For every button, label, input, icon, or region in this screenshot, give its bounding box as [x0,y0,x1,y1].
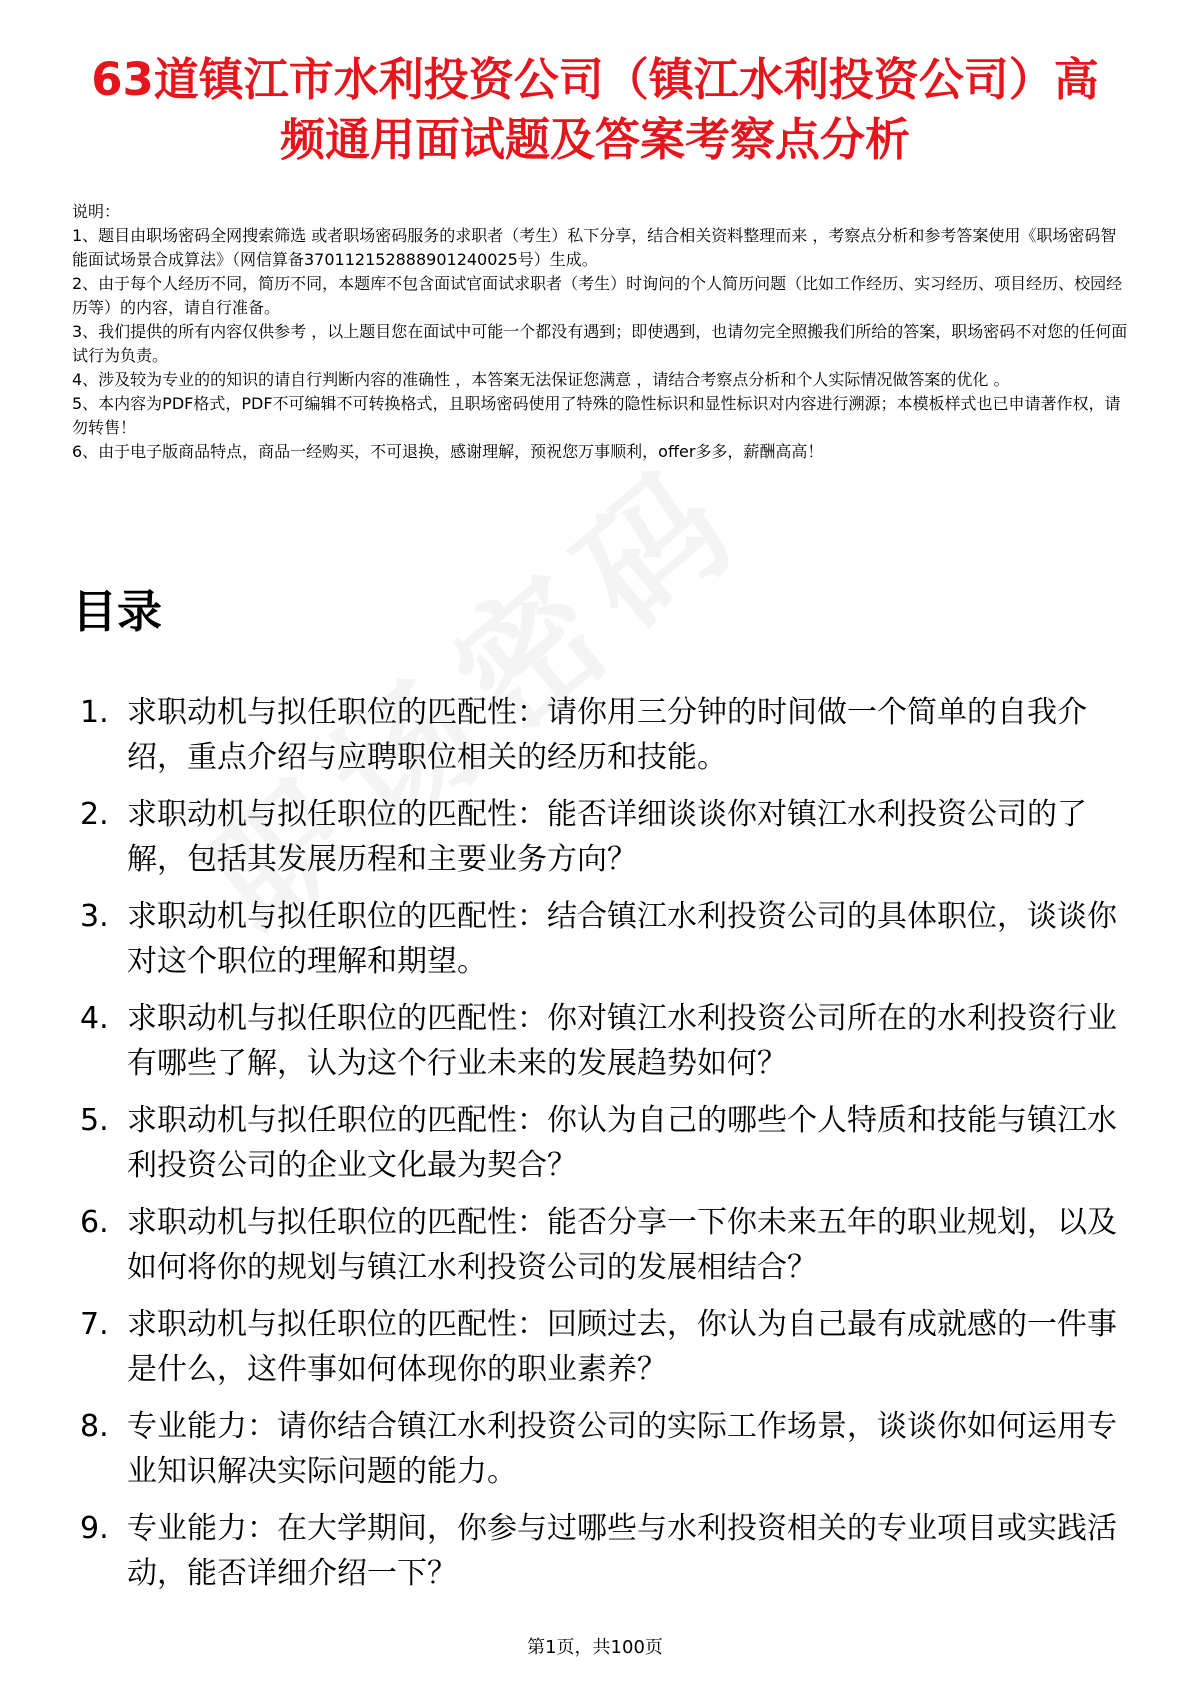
toc-item-text: 求职动机与拟任职位的匹配性：你认为自己的哪些个人特质和技能与镇江水利投资公司的企业文化最为契合？ [127,1103,1117,1183]
toc-item[interactable] [72,894,1122,984]
toc-item-text: 专业能力：在大学期间，你参与过哪些与水利投资相关的专业项目或实践活动，能否详细介绍一下？ [127,1511,1117,1591]
note-item: 4、涉及较为专业的的知识的请自行判断内容的准确性 ，本答案无法保证您满意 ，请结合考察点分析和个人实际情况做答案的优化 。 [72,370,1010,389]
toc-item-number: 4. [80,1001,109,1036]
toc-item-text: 求职动机与拟任职位的匹配性：回顾过去，你认为自己最有成就感的一件事是什么，这件事如何体现你的职业素养？ [127,1307,1117,1387]
toc-item[interactable] [72,690,1122,780]
toc-item-text: 求职动机与拟任职位的匹配性：结合镇江水利投资公司的具体职位，谈谈你对这个职位的理解和期望。 [127,899,1117,979]
toc-item-number: 3. [80,899,109,934]
page-footer: 第1页，共100页 [527,1637,663,1658]
toc-item-number: 6. [80,1205,109,1240]
toc-item-number: 9. [80,1511,109,1546]
toc-item-text: 求职动机与拟任职位的匹配性：能否详细谈谈你对镇江水利投资公司的了解，包括其发展历程和主要业务方向？ [127,797,1087,877]
toc-item[interactable] [72,1098,1122,1188]
toc-item[interactable] [72,996,1122,1086]
note-item: 1、题目由职场密码全网搜索筛选 或者职场密码服务的求职者（考生）私下分享，结合相关资料整理而来 ，考察点分析和参考答案使用《职场密码智能面试场景合成算法》（网信算备370112152888901240025号）生成。 [72,226,1117,269]
toc-item-number: 7. [80,1307,109,1342]
note-item: 6、由于电子版商品特点，商品一经购买，不可退换，感谢理解，预祝您万事顺利，offer多多，薪酬高高！ [72,442,824,461]
document-title: 63道镇江市水利投资公司（镇江水利投资公司）高频通用面试题及答案考察点分析 [91,53,1099,166]
toc-item[interactable] [72,1404,1122,1494]
toc-item-text: 求职动机与拟任职位的匹配性：能否分享一下你未来五年的职业规划，以及如何将你的规划与镇江水利投资公司的发展相结合？ [127,1205,1117,1285]
toc-item-text: 求职动机与拟任职位的匹配性：请你用三分钟的时间做一个简单的自我介绍，重点介绍与应聘职位相关的经历和技能。 [127,695,1087,775]
notes-section [72,200,1132,464]
note-item: 5、本内容为PDF格式，PDF不可编辑不可转换格式，且职场密码使用了特殊的隐性标识和显性标识对内容进行溯源；本模板样式也已申请著作权，请勿转售！ [72,394,1121,437]
toc-item-number: 5. [80,1103,109,1138]
toc-item[interactable] [72,1506,1122,1596]
toc-heading: 目录 [72,585,163,638]
toc-item-text: 专业能力：请你结合镇江水利投资公司的实际工作场景，谈谈你如何运用专业知识解决实际问题的能力。 [127,1409,1117,1489]
toc-item-number: 1. [80,695,109,730]
toc-item-text: 求职动机与拟任职位的匹配性：你对镇江水利投资公司所在的水利投资行业有哪些了解，认为这个行业未来的发展趋势如何？ [127,1001,1117,1081]
note-item: 3、我们提供的所有内容仅供参考 ，以上题目您在面试中可能一个都没有遇到；即使遇到，也请勿完全照搬我们所给的答案，职场密码不对您的任何面试行为负责。 [72,322,1128,365]
note-item: 2、由于每个人经历不同，简历不同，本题库不包含面试官面试求职者（考生）时询问的个人简历问题（比如工作经历、实习经历、项目经历、校园经历等）的内容，请自行准备。 [72,274,1123,317]
toc-item-number: 8. [80,1409,109,1444]
notes-label: 说明： [72,202,121,221]
toc-list [72,690,1122,1608]
toc-item[interactable] [72,1200,1122,1290]
toc-item[interactable] [72,792,1122,882]
toc-item-number: 2. [80,797,109,832]
toc-item[interactable] [72,1302,1122,1392]
